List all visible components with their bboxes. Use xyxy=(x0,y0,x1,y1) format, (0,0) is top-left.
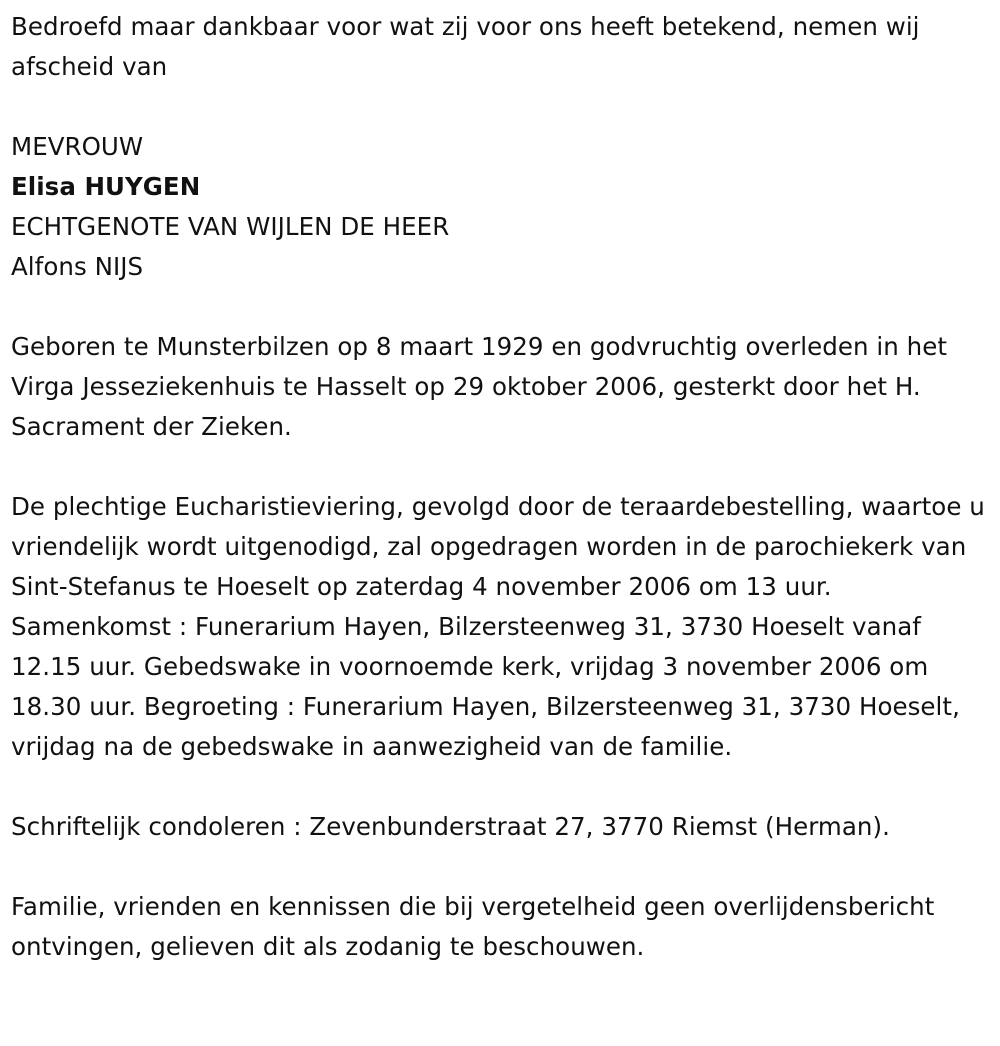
spouse-name: Alfons NIJS xyxy=(11,252,144,281)
condolences-text: Schriftelijk condoleren : Zevenbunderstraat 27, 3770 Riemst (Herman). xyxy=(11,812,890,841)
spacer xyxy=(11,847,991,887)
closing-text: Familie, vrienden en kennissen die bij vergetelheid geen overlijdensbericht ontvingen, gelieven dit als zodanig te beschouwen. xyxy=(11,892,935,961)
spacer xyxy=(11,87,991,127)
relation-title: ECHTGENOTE VAN WIJLEN DE HEER xyxy=(11,212,450,241)
birth-death-text: Geboren te Munsterbilzen op 8 maart 1929 en godvruchtig overleden in het Virga Jesseziekenhuis te Hasselt op 29 oktober 2006, gesterkt door het H. Sacrament der Zieken. xyxy=(11,332,948,441)
obituary-notice xyxy=(11,7,991,967)
ceremony-text: De plechtige Eucharistieviering, gevolgd door de teraardebestelling, waartoe u vriendelijk wordt uitgenodigd, zal opgedragen worden in de parochiekerk van Sint-Stefanus te Hoeselt op zaterdag 4 november 2006 om 13 uur. Samenkomst : Funerarium Hayen, Bilzersteenweg 31, 3730 Hoeselt vanaf 12.15 uur. Gebedswake in voornoemde kerk, vrijdag 3 november 2006 om 18.30 uur. Begroeting : Funerarium Hayen, Bilzersteenweg 31, 3730 Hoeselt, vrijdag na de gebedswake in aanwezigheid van de familie. xyxy=(11,492,985,761)
spacer xyxy=(11,767,991,807)
spacer xyxy=(11,447,991,487)
honorific: MEVROUW xyxy=(11,132,144,161)
spacer xyxy=(11,287,991,327)
intro-text: Bedroefd maar dankbaar voor wat zij voor ons heeft betekend, nemen wij afscheid van xyxy=(11,12,920,81)
deceased-name: Elisa HUYGEN xyxy=(11,172,201,201)
